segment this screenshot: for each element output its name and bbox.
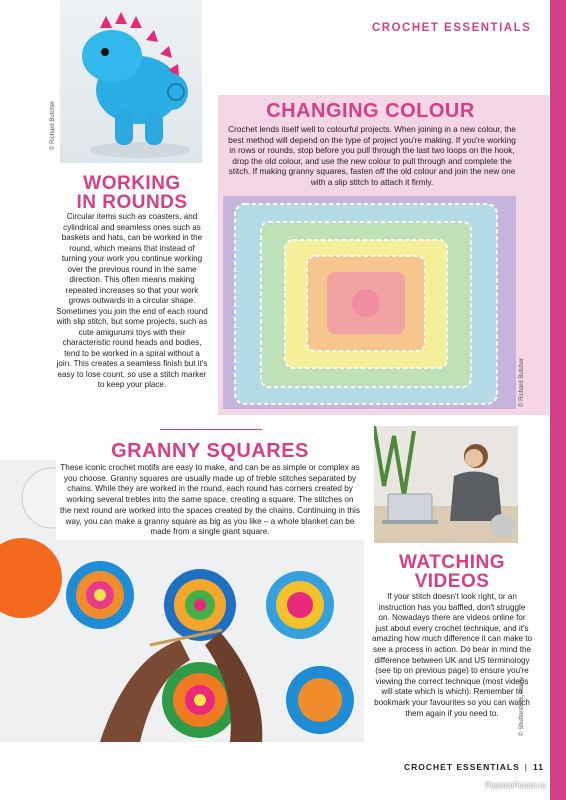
- changing-colour-heading: CHANGING COLOUR: [266, 100, 475, 122]
- granny-square-photo: [223, 196, 516, 409]
- watermark: PassionForum.ru: [485, 781, 546, 790]
- page-footer: [404, 762, 544, 772]
- footer-title: CROCHET ESSENTIALS: [404, 762, 520, 772]
- heading-line: IN ROUNDS: [76, 192, 188, 213]
- page-edge-bar: [550, 0, 566, 800]
- granny-squares-heading: GRANNY SQUARES: [111, 440, 309, 462]
- working-in-rounds-text: Circular items such as coasters, and cylindrical and seamless ones such as baskets and hats, can be worked in the round, which means that instead of turning your work you continue working over the previous round in the same direction. This often means making repeated increases so that your work grows outwards in a circular shape. Sometimes you join the end of each round with slip stitch, but some projects, such as cute amigurumi toys with their characteristic round heads and bodies, tend to be worked in a spiral without a join. This creates a seamless finish but it's easy to lose count, so use a stitch marker to keep your place.: [56, 212, 208, 389]
- watching-videos-text: If your stitch doesn't look right, or an instruction has you baffled, don't struggle on. Nowadays there are videos online for just about every crochet technique, and it's amazing how much difference it can make to see a process in action. Do bear in mind the difference between UK and US terminology (see tip on previous page) to ensure you're viewing the correct technique (most videos will state which is which). Remember to bookmark your favourites so you can watch them again if you need to.: [372, 592, 533, 718]
- heading-line: WORKING: [83, 173, 181, 194]
- footer-separator: |: [524, 762, 528, 772]
- changing-colour-text: Crochet lends itself well to colourful projects. When joining in a new colour, the best method will depend on the type of project you're making. If you're working in rows or rounds, stop before you pull through the last two loops on the hook, drop the old colour, and use the new colour to pull through and complete the stitch. If making granny squares, fasten off the old colour and join the new one with a slip stitch to attach it firmly.: [228, 124, 516, 187]
- section-title: CROCHET ESSENTIALS: [372, 22, 532, 34]
- page-number: 11: [532, 762, 544, 772]
- heading-line: VIDEOS: [414, 571, 490, 592]
- divider: [160, 429, 262, 430]
- photo-credit: © Shutterstock, Alamy: [519, 676, 525, 736]
- photo-credit: © Richard Butcher: [519, 357, 525, 407]
- working-in-rounds-heading: [56, 174, 208, 212]
- granny-squares-text: These iconic crochet motifs are easy to make, and can be as simple or complex as you choose. Granny squares are usually made up of treble stitches separated by chains. While they are worked in the round, each round has corners created by working several trebles into the same space, creating a square. The stitches on the next round are worked into the spaces created by the chains. Continuing in this way, you can make a granny square as big as you like – a whole blanket can be made from a single giant square.: [60, 463, 360, 537]
- heading-line: WATCHING: [398, 552, 506, 573]
- watching-videos-heading: [372, 553, 532, 591]
- photo-credit: © Richard Butcher: [50, 100, 56, 150]
- woman-watching-video-photo: [374, 426, 518, 543]
- dinosaur-toy-photo: [60, 0, 202, 163]
